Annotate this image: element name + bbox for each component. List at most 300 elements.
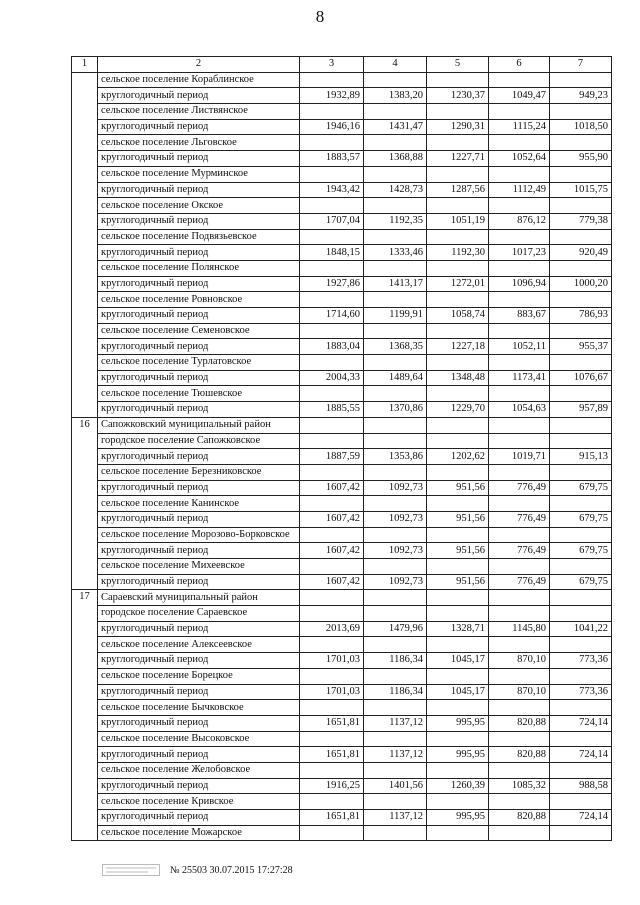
value-cell — [300, 417, 364, 433]
value-cell: 1943,42 — [300, 182, 364, 198]
value-cell — [364, 260, 427, 276]
value-cell — [550, 762, 612, 778]
table-row — [72, 260, 612, 276]
value-cell: 1085,32 — [489, 778, 550, 794]
row-label-cell: сельское поселение Окское — [98, 198, 300, 214]
value-cell: 1701,03 — [300, 684, 364, 700]
value-cell — [427, 355, 489, 371]
value-cell — [489, 417, 550, 433]
row-label-cell: круглогодичный период — [98, 810, 300, 826]
value-cell: 776,49 — [489, 480, 550, 496]
value-cell — [364, 433, 427, 449]
table-row — [72, 794, 612, 810]
value-cell: 1052,11 — [489, 339, 550, 355]
row-label-cell: круглогодичный период — [98, 747, 300, 763]
value-cell: 1137,12 — [364, 810, 427, 826]
row-label-cell: круглогодичный период — [98, 182, 300, 198]
value-cell: 1227,18 — [427, 339, 489, 355]
value-cell: 951,56 — [427, 511, 489, 527]
row-label-cell: круглогодичный период — [98, 88, 300, 104]
value-cell: 883,67 — [489, 308, 550, 324]
value-cell: 1051,19 — [427, 213, 489, 229]
value-cell — [550, 825, 612, 841]
table-row — [72, 810, 612, 826]
stamp-logo-icon — [102, 864, 160, 876]
row-label-cell: сельское поселение Листвянское — [98, 104, 300, 120]
footer — [102, 864, 293, 876]
value-cell — [364, 527, 427, 543]
value-cell — [550, 700, 612, 716]
value-cell: 1946,16 — [300, 119, 364, 135]
value-cell — [489, 292, 550, 308]
value-cell — [364, 559, 427, 575]
value-cell: 1092,73 — [364, 511, 427, 527]
table-row — [72, 464, 612, 480]
table-row — [72, 590, 612, 606]
value-cell — [427, 606, 489, 622]
value-cell: 1052,64 — [489, 151, 550, 167]
row-label-cell: круглогодичный период — [98, 402, 300, 418]
value-cell — [550, 606, 612, 622]
value-cell — [300, 229, 364, 245]
value-cell — [300, 104, 364, 120]
row-label-cell: круглогодичный период — [98, 684, 300, 700]
value-cell: 779,38 — [550, 213, 612, 229]
value-cell — [427, 762, 489, 778]
value-cell — [489, 433, 550, 449]
value-cell — [300, 668, 364, 684]
value-cell: 1290,31 — [427, 119, 489, 135]
value-cell: 2004,33 — [300, 370, 364, 386]
value-cell — [300, 260, 364, 276]
value-cell — [550, 135, 612, 151]
table-row — [72, 668, 612, 684]
row-label-cell: городское поселение Сапожковское — [98, 433, 300, 449]
table-row — [72, 449, 612, 465]
table-row — [72, 104, 612, 120]
value-cell — [489, 355, 550, 371]
table-row — [72, 88, 612, 104]
row-label-cell: круглогодичный период — [98, 778, 300, 794]
value-cell: 1651,81 — [300, 747, 364, 763]
value-cell: 2013,69 — [300, 621, 364, 637]
table-row — [72, 135, 612, 151]
row-label-cell: круглогодичный период — [98, 543, 300, 559]
value-cell: 776,49 — [489, 543, 550, 559]
value-cell: 1015,75 — [550, 182, 612, 198]
row-label-cell: сельское поселение Морозово-Борковское — [98, 527, 300, 543]
table-row — [72, 606, 612, 622]
registration-number: № 25503 30.07.2015 17:27:28 — [170, 864, 293, 876]
table-row — [72, 292, 612, 308]
value-cell: 1479,96 — [364, 621, 427, 637]
value-cell — [489, 637, 550, 653]
table-row — [72, 355, 612, 371]
table-row — [72, 323, 612, 339]
row-label-cell: сельское поселение Бычковское — [98, 700, 300, 716]
value-cell — [300, 72, 364, 88]
value-cell — [300, 559, 364, 575]
table-row — [72, 574, 612, 590]
table-row — [72, 119, 612, 135]
row-label-cell: круглогодичный период — [98, 276, 300, 292]
value-cell — [364, 135, 427, 151]
value-cell — [427, 433, 489, 449]
value-cell: 1413,17 — [364, 276, 427, 292]
value-cell: 1370,86 — [364, 402, 427, 418]
value-cell — [300, 323, 364, 339]
value-cell — [300, 606, 364, 622]
table-row — [72, 229, 612, 245]
value-cell — [427, 417, 489, 433]
row-label-cell: круглогодичный период — [98, 480, 300, 496]
value-cell — [364, 668, 427, 684]
value-cell — [364, 229, 427, 245]
value-cell — [550, 292, 612, 308]
value-cell — [300, 135, 364, 151]
table-row — [72, 72, 612, 88]
value-cell — [300, 794, 364, 810]
value-cell: 1607,42 — [300, 480, 364, 496]
value-cell: 1428,73 — [364, 182, 427, 198]
tariff-table — [71, 56, 612, 841]
table-row — [72, 433, 612, 449]
table-row — [72, 386, 612, 402]
row-label-cell: круглогодичный период — [98, 449, 300, 465]
value-cell — [427, 135, 489, 151]
value-cell — [427, 292, 489, 308]
table-row — [72, 417, 612, 433]
value-cell — [489, 668, 550, 684]
value-cell — [427, 637, 489, 653]
header-cell: 1 — [72, 57, 98, 73]
value-cell: 1607,42 — [300, 511, 364, 527]
value-cell: 1199,91 — [364, 308, 427, 324]
value-cell — [300, 292, 364, 308]
value-cell — [427, 464, 489, 480]
header-cell: 4 — [364, 57, 427, 73]
value-cell — [489, 590, 550, 606]
value-cell: 1701,03 — [300, 653, 364, 669]
value-cell — [300, 433, 364, 449]
table-row — [72, 621, 612, 637]
row-label-cell: сельское поселение Льговское — [98, 135, 300, 151]
row-label-cell: круглогодичный период — [98, 574, 300, 590]
value-cell — [427, 386, 489, 402]
table-row — [72, 715, 612, 731]
value-cell — [550, 417, 612, 433]
value-cell — [489, 700, 550, 716]
table-row — [72, 496, 612, 512]
value-cell: 1887,59 — [300, 449, 364, 465]
table-row — [72, 480, 612, 496]
value-cell: 773,36 — [550, 653, 612, 669]
value-cell — [550, 72, 612, 88]
value-cell: 1115,24 — [489, 119, 550, 135]
value-cell: 915,13 — [550, 449, 612, 465]
row-number-cell — [72, 72, 98, 417]
table-row — [72, 543, 612, 559]
value-cell — [550, 260, 612, 276]
value-cell — [427, 198, 489, 214]
value-cell: 1883,57 — [300, 151, 364, 167]
row-label-cell: круглогодичный период — [98, 621, 300, 637]
value-cell — [550, 464, 612, 480]
table-row — [72, 402, 612, 418]
row-label-cell: круглогодичный период — [98, 245, 300, 261]
value-cell — [489, 72, 550, 88]
value-cell: 1431,47 — [364, 119, 427, 135]
value-cell — [550, 590, 612, 606]
value-cell: 1714,60 — [300, 308, 364, 324]
value-cell: 1651,81 — [300, 715, 364, 731]
value-cell — [427, 731, 489, 747]
value-cell: 724,14 — [550, 747, 612, 763]
value-cell: 870,10 — [489, 684, 550, 700]
value-cell — [364, 72, 427, 88]
value-cell — [300, 355, 364, 371]
value-cell: 876,12 — [489, 213, 550, 229]
value-cell: 820,88 — [489, 810, 550, 826]
value-cell: 679,75 — [550, 511, 612, 527]
row-label-cell: круглогодичный период — [98, 308, 300, 324]
value-cell — [300, 496, 364, 512]
value-cell — [489, 762, 550, 778]
value-cell: 786,93 — [550, 308, 612, 324]
value-cell: 1017,23 — [489, 245, 550, 261]
value-cell — [300, 386, 364, 402]
row-label-cell: круглогодичный период — [98, 213, 300, 229]
row-label-cell: сельское поселение Борецкое — [98, 668, 300, 684]
value-cell — [550, 229, 612, 245]
value-cell: 1932,89 — [300, 88, 364, 104]
value-cell: 1883,04 — [300, 339, 364, 355]
value-cell — [300, 166, 364, 182]
row-label-cell: круглогодичный период — [98, 370, 300, 386]
value-cell: 1916,25 — [300, 778, 364, 794]
value-cell — [364, 700, 427, 716]
value-cell: 1092,73 — [364, 543, 427, 559]
value-cell — [300, 590, 364, 606]
value-cell — [550, 637, 612, 653]
value-cell — [489, 825, 550, 841]
value-cell: 955,37 — [550, 339, 612, 355]
header-cell: 5 — [427, 57, 489, 73]
table-row — [72, 182, 612, 198]
value-cell: 1045,17 — [427, 653, 489, 669]
row-label-cell: сельское поселение Алексеевское — [98, 637, 300, 653]
value-cell — [489, 323, 550, 339]
header-cell: 3 — [300, 57, 364, 73]
value-cell — [550, 104, 612, 120]
row-number-cell: 17 — [72, 590, 98, 841]
value-cell — [427, 559, 489, 575]
row-label-cell: сельское поселение Ровновское — [98, 292, 300, 308]
value-cell — [550, 166, 612, 182]
table-row — [72, 151, 612, 167]
value-cell: 1927,86 — [300, 276, 364, 292]
value-cell: 1368,35 — [364, 339, 427, 355]
row-label-cell: сельское поселение Мурминское — [98, 166, 300, 182]
value-cell: 951,56 — [427, 543, 489, 559]
value-cell: 1368,88 — [364, 151, 427, 167]
value-cell: 1019,71 — [489, 449, 550, 465]
value-cell: 1076,67 — [550, 370, 612, 386]
table-row — [72, 339, 612, 355]
table-header-row — [72, 57, 612, 73]
value-cell — [300, 198, 364, 214]
row-label-cell: сельское поселение Можарское — [98, 825, 300, 841]
value-cell: 1383,20 — [364, 88, 427, 104]
value-cell — [300, 637, 364, 653]
table-row — [72, 825, 612, 841]
value-cell — [427, 260, 489, 276]
value-cell — [427, 166, 489, 182]
value-cell: 776,49 — [489, 511, 550, 527]
value-cell — [550, 731, 612, 747]
value-cell — [364, 104, 427, 120]
row-label-cell: городское поселение Сараевское — [98, 606, 300, 622]
value-cell: 679,75 — [550, 543, 612, 559]
value-cell — [489, 464, 550, 480]
value-cell: 1112,49 — [489, 182, 550, 198]
row-label-cell: сельское поселение Березниковское — [98, 464, 300, 480]
value-cell — [427, 496, 489, 512]
table-row — [72, 370, 612, 386]
value-cell — [550, 668, 612, 684]
value-cell — [427, 590, 489, 606]
value-cell — [427, 527, 489, 543]
row-label-cell: сельское поселение Михеевское — [98, 559, 300, 575]
table-row — [72, 527, 612, 543]
row-label-cell: сельское поселение Желобовское — [98, 762, 300, 778]
value-cell: 724,14 — [550, 715, 612, 731]
value-cell — [364, 417, 427, 433]
row-label-cell: круглогодичный период — [98, 653, 300, 669]
value-cell — [489, 559, 550, 575]
row-label-cell: круглогодичный период — [98, 151, 300, 167]
value-cell — [489, 731, 550, 747]
value-cell: 1092,73 — [364, 480, 427, 496]
value-cell — [489, 606, 550, 622]
value-cell: 1401,56 — [364, 778, 427, 794]
value-cell: 1186,34 — [364, 653, 427, 669]
value-cell: 773,36 — [550, 684, 612, 700]
value-cell — [489, 496, 550, 512]
value-cell — [489, 527, 550, 543]
value-cell: 679,75 — [550, 480, 612, 496]
value-cell — [550, 794, 612, 810]
table-row — [72, 511, 612, 527]
value-cell: 1328,71 — [427, 621, 489, 637]
value-cell — [364, 166, 427, 182]
value-cell: 1092,73 — [364, 574, 427, 590]
value-cell: 995,95 — [427, 810, 489, 826]
table-row — [72, 213, 612, 229]
value-cell: 1173,41 — [489, 370, 550, 386]
value-cell — [427, 323, 489, 339]
value-cell: 1041,22 — [550, 621, 612, 637]
value-cell — [364, 637, 427, 653]
row-label-cell: сельское поселение Тюшевское — [98, 386, 300, 402]
table-row — [72, 762, 612, 778]
value-cell: 820,88 — [489, 747, 550, 763]
value-cell — [427, 700, 489, 716]
table-row — [72, 778, 612, 794]
value-cell: 951,56 — [427, 574, 489, 590]
value-cell — [364, 198, 427, 214]
table-row — [72, 700, 612, 716]
value-cell — [364, 323, 427, 339]
page-number: 8 — [315, 7, 325, 26]
value-cell — [489, 794, 550, 810]
value-cell: 1054,63 — [489, 402, 550, 418]
value-cell: 951,56 — [427, 480, 489, 496]
row-label-cell: Сапожковский муниципальный район — [98, 417, 300, 433]
row-label-cell: сельское поселение Семеновское — [98, 323, 300, 339]
value-cell: 1607,42 — [300, 543, 364, 559]
value-cell: 1192,30 — [427, 245, 489, 261]
row-label-cell: круглогодичный период — [98, 339, 300, 355]
value-cell: 1651,81 — [300, 810, 364, 826]
table-row — [72, 308, 612, 324]
value-cell — [550, 198, 612, 214]
value-cell: 1333,46 — [364, 245, 427, 261]
value-cell: 724,14 — [550, 810, 612, 826]
value-cell — [427, 794, 489, 810]
value-cell — [489, 135, 550, 151]
value-cell: 995,95 — [427, 747, 489, 763]
row-label-cell: сельское поселение Кривское — [98, 794, 300, 810]
value-cell: 776,49 — [489, 574, 550, 590]
value-cell: 1260,39 — [427, 778, 489, 794]
row-label-cell: сельское поселение Кораблинское — [98, 72, 300, 88]
row-label-cell: сельское поселение Подвязьевское — [98, 229, 300, 245]
table-row — [72, 166, 612, 182]
value-cell — [300, 825, 364, 841]
value-cell — [300, 527, 364, 543]
table-row — [72, 559, 612, 575]
value-cell: 920,49 — [550, 245, 612, 261]
value-cell: 1000,20 — [550, 276, 612, 292]
value-cell: 1348,48 — [427, 370, 489, 386]
value-cell: 995,95 — [427, 715, 489, 731]
value-cell — [300, 464, 364, 480]
value-cell — [364, 794, 427, 810]
row-label-cell: сельское поселение Высоковское — [98, 731, 300, 747]
table-row — [72, 653, 612, 669]
value-cell: 1885,55 — [300, 402, 364, 418]
value-cell — [364, 590, 427, 606]
value-cell: 1049,47 — [489, 88, 550, 104]
value-cell: 870,10 — [489, 653, 550, 669]
table-row — [72, 637, 612, 653]
value-cell — [364, 731, 427, 747]
value-cell: 1137,12 — [364, 747, 427, 763]
value-cell — [427, 668, 489, 684]
row-label-cell: круглогодичный период — [98, 511, 300, 527]
value-cell — [364, 386, 427, 402]
row-label-cell: сельское поселение Полянское — [98, 260, 300, 276]
row-label-cell: Сараевский муниципальный район — [98, 590, 300, 606]
value-cell — [427, 72, 489, 88]
value-cell — [550, 559, 612, 575]
value-cell — [364, 496, 427, 512]
value-cell: 1096,94 — [489, 276, 550, 292]
value-cell — [364, 825, 427, 841]
value-cell: 988,58 — [550, 778, 612, 794]
value-cell — [364, 606, 427, 622]
